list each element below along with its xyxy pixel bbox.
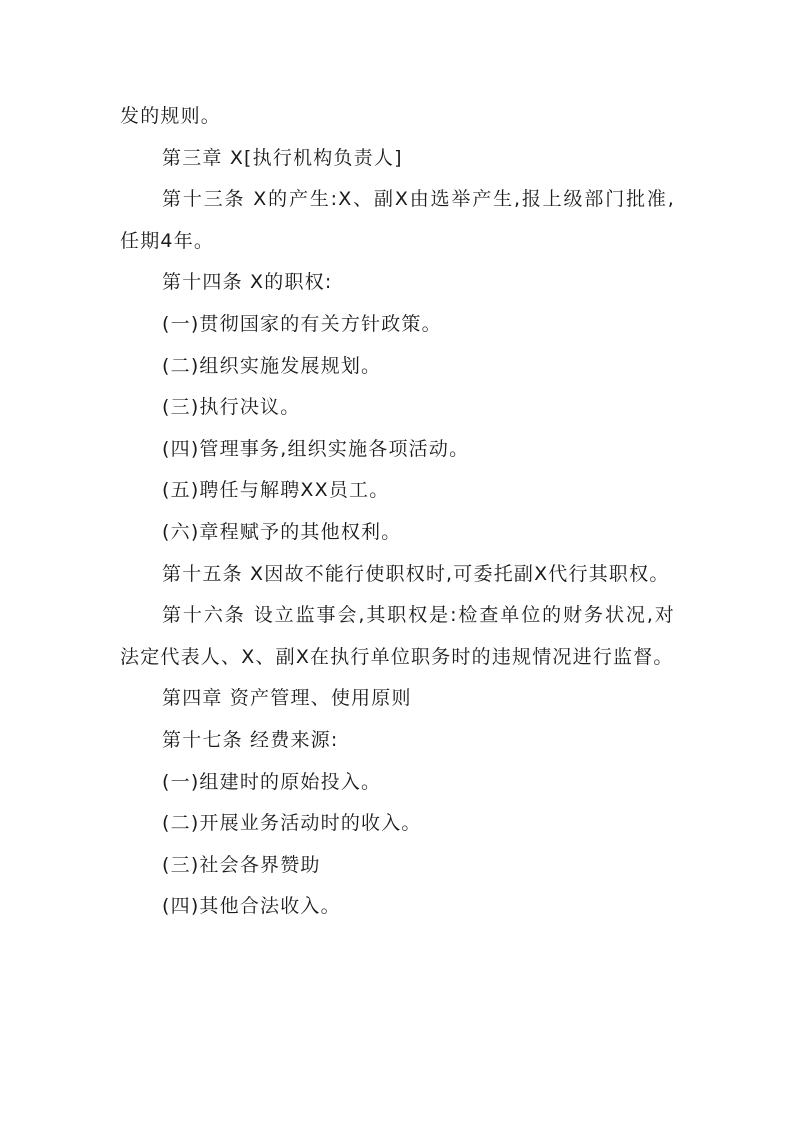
article-15: 第十五条 X因故不能行使职权时,可委托副X代行其职权。 bbox=[162, 562, 670, 585]
article-17: 第十七条 经费来源: bbox=[162, 728, 339, 751]
article-13: 第十三条 X的产生:X、副X由选举产生,报上级部门批准,任期4年。 bbox=[120, 188, 675, 252]
article-14-item-6: (六)章程赋予的其他权利。 bbox=[162, 520, 402, 543]
article-14-item-3: (三)执行决议。 bbox=[162, 396, 301, 419]
heading-chapter-4: 第四章 资产管理、使用原则 bbox=[162, 687, 412, 710]
document-page bbox=[120, 96, 675, 928]
article-17-item-2: (二)开展业务活动时的收入。 bbox=[162, 812, 422, 835]
article-14-item-4: (四)管理事务,组织实施各项活动。 bbox=[162, 437, 470, 460]
article-14: 第十四条 X的职权: bbox=[162, 271, 333, 294]
article-14-item-5: (五)聘任与解聘XX员工。 bbox=[162, 479, 390, 502]
heading-chapter-3: 第三章 X[执行机构负责人] bbox=[162, 146, 403, 169]
article-17-item-3: (三)社会各界赞助 bbox=[162, 853, 321, 876]
article-16: 第十六条 设立监事会,其职权是:检查单位的财务状况,对法定代表人、X、副X在执行单位职务时的违规情况进行监督。 bbox=[120, 604, 675, 668]
article-17-item-4: (四)其他合法收入。 bbox=[162, 895, 341, 918]
article-17-item-1: (一)组建时的原始投入。 bbox=[162, 770, 382, 793]
article-14-item-1: (一)贯彻国家的有关方针政策。 bbox=[162, 312, 442, 335]
paragraph-rules-end: 发的规则。 bbox=[120, 105, 222, 127]
article-14-item-2: (二)组织实施发展规划。 bbox=[162, 354, 382, 377]
